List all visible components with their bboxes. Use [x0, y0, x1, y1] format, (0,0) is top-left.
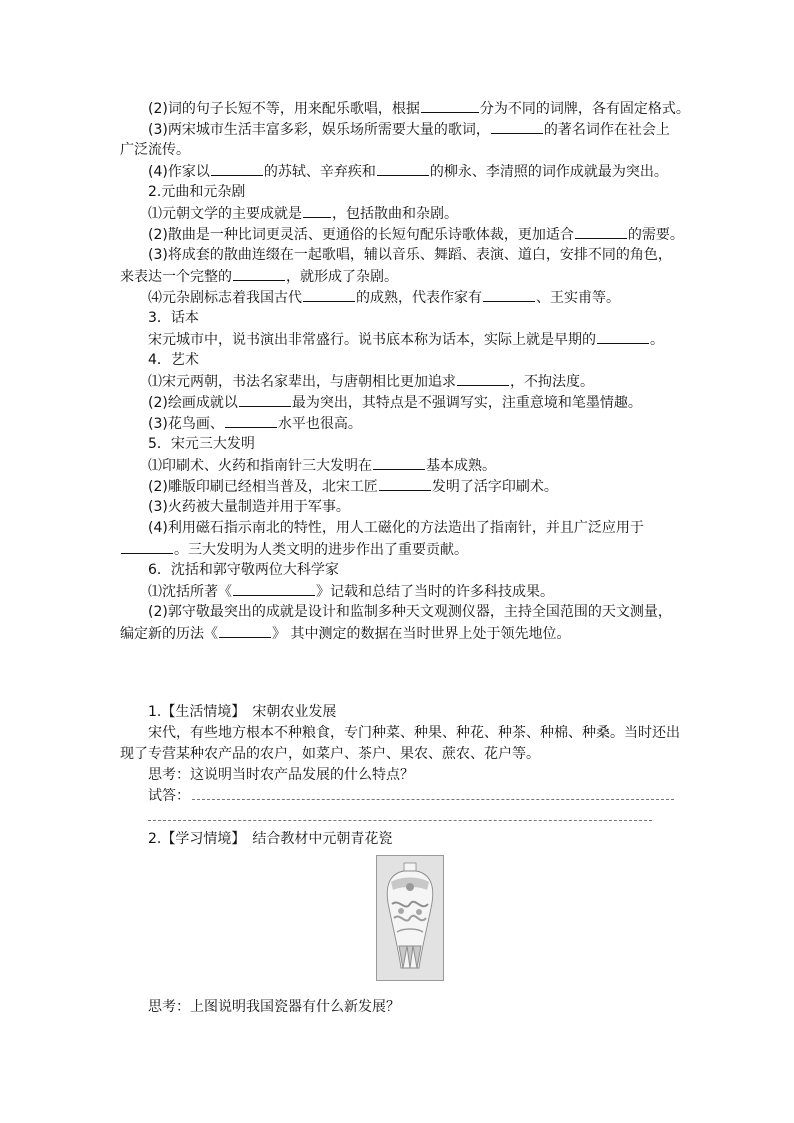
- fill-blank[interactable]: [211, 161, 263, 176]
- blue-white-porcelain-vase-image: [376, 855, 444, 981]
- answer-line[interactable]: [148, 820, 652, 821]
- fill-blank[interactable]: [239, 392, 291, 407]
- s1-line-3-cont: 广泛流传。: [120, 142, 190, 158]
- s4-line-3: (3)花鸟画、 水平也很高。: [148, 413, 362, 434]
- s5-line-1: ⑴印刷术、火药和指南针三大发明在 基本成熟。: [148, 455, 496, 476]
- fill-blank[interactable]: [373, 455, 425, 470]
- fill-blank[interactable]: [233, 581, 315, 596]
- q1-answer-label: 试答：: [148, 788, 190, 804]
- s2-heading: 2.元曲和元杂剧: [148, 184, 246, 200]
- s6-heading: 6．沈括和郭守敬两位大科学家: [148, 562, 339, 578]
- vase-icon: [377, 856, 443, 980]
- s4-heading: 4．艺术: [148, 352, 199, 368]
- s1-line-3: (3)两宋城市生活丰富多彩，娱乐场所需要大量的歌词， 的著名词作在社会上: [148, 119, 670, 140]
- s2-line-1: ⑴元朝文学的主要成就是 ，包括散曲和杂剧。: [148, 203, 458, 224]
- s5-line-3: (3)火药被大量制造并用于军事。: [148, 499, 350, 515]
- s5-line-4-cont: 。三大发明为人类文明的进步作出了重要贡献。: [120, 539, 468, 560]
- fill-blank[interactable]: [225, 413, 277, 428]
- s3-line-1: 宋元城市中，说书演出非常盛行。说书底本称为话本，实际上就是早期的 。: [148, 329, 664, 350]
- s6-line-2-cont: 编定新的历法《 》 其中测定的数据在当时世界上处于领先地位。: [120, 623, 570, 644]
- s4-line-1: ⑴宋元两朝，书法名家辈出，与唐朝相比更加追求 ，不拘法度。: [148, 371, 594, 392]
- s4-line-2: (2)绘画成就以 最为突出，其特点是不强调写实，注重意境和笔墨情趣。: [148, 392, 642, 413]
- fill-blank[interactable]: [379, 476, 431, 491]
- q1-think: 思考：这说明当时农产品发展的什么特点？: [148, 767, 414, 783]
- s1-line-4: (4)作家以 的苏轼、辛弃疾和 的柳永、李清照的词作成就最为突出。: [148, 161, 668, 182]
- s5-heading: 5．宋元三大发明: [148, 436, 255, 452]
- q1-para-2: 现了专营某种农产品的农户，如菜户、茶户、果农、蔗农、花户等。: [120, 746, 540, 762]
- fill-blank[interactable]: [491, 119, 543, 134]
- s2-line-3: (3)将成套的散曲连缀在一起歌唱，辅以音乐、舞蹈、表演、道白，安排不同的角色，: [148, 247, 672, 263]
- fill-blank[interactable]: [597, 329, 649, 344]
- q2-heading: 2.【学习情境】 结合教材中元朝青花瓷: [148, 831, 393, 847]
- fill-blank[interactable]: [575, 224, 627, 239]
- fill-blank[interactable]: [303, 287, 355, 302]
- fill-blank[interactable]: [377, 161, 429, 176]
- fill-blank[interactable]: [303, 203, 331, 218]
- fill-blank[interactable]: [421, 98, 479, 113]
- fill-blank[interactable]: [483, 287, 535, 302]
- fill-blank[interactable]: [233, 266, 285, 281]
- fill-blank[interactable]: [219, 623, 271, 638]
- fill-blank[interactable]: [457, 371, 509, 386]
- answer-line[interactable]: [192, 799, 674, 800]
- s5-line-2: (2)雕版印刷已经相当普及，北宋工匠 发明了活字印刷术。: [148, 476, 558, 497]
- fill-blank[interactable]: [121, 539, 173, 554]
- s2-line-4: ⑷元杂剧标志着我国古代 的成熟，代表作家有 、王实甫等。: [148, 287, 620, 308]
- s3-heading: 3．话本: [148, 310, 199, 326]
- s2-line-2: (2)散曲是一种比词更灵活、更通俗的长短句配乐诗歌体裁，更加适合 的需要。: [148, 224, 684, 245]
- s2-line-3-cont: 来表达一个完整的 ，就形成了杂剧。: [120, 266, 398, 287]
- s6-line-1: ⑴沈括所著《 》记载和总结了当时的许多科技成果。: [148, 581, 554, 602]
- q1-heading: 1.【生活情境】 宋朝农业发展: [148, 704, 337, 720]
- s5-line-4: (4)利用磁石指示南北的特性，用人工磁化的方法造出了指南针，并且广泛应用于: [148, 520, 644, 536]
- s6-line-2: (2)郭守敬最突出的成就是设计和监制多种天文观测仪器，主持全国范围的天文测量，: [148, 604, 672, 620]
- q1-para-1: 宋代，有些地方根本不种粮食，专门种菜、种果、种花、种茶、种棉、种桑。当时还出: [148, 725, 680, 741]
- s1-line-2: (2)词的句子长短不等，用来配乐歌唱，根据 分为不同的词牌，各有固定格式。: [148, 98, 690, 119]
- q2-think: 思考：上图说明我国瓷器有什么新发展？: [148, 999, 400, 1015]
